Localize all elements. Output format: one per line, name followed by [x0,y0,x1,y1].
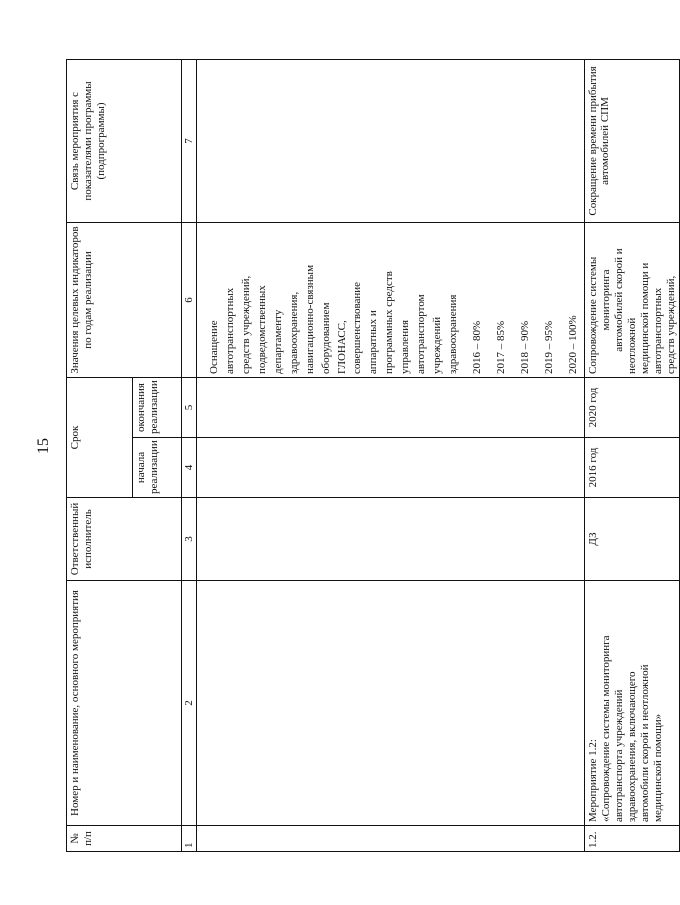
targets-line: совершенствование [351,281,364,374]
activity-name-cell [584,581,680,826]
target-year: 2016 – 80% [471,320,483,374]
target-year: 2017 – 85% [494,320,507,374]
targets-line: учреждений [431,316,444,374]
column-number: 1 [182,826,197,852]
cell-empty [197,438,585,498]
targets-line: здравоохранения, [287,291,300,374]
rotated-table-area [66,60,677,852]
column-number: 7 [182,60,197,223]
table-row [197,60,585,852]
targets-line: автотранспортных [223,287,236,374]
targets-cell [584,223,680,378]
activity-name-line: Мероприятие 1.2: [586,739,599,822]
targets-line: средств учреждений, [664,275,677,374]
header-start: начала реализации [133,438,182,498]
executor-cell: ДЗ [584,498,680,581]
targets-line: медицинской помощи и [638,262,651,374]
row-number: 1.2. [584,826,680,852]
targets-line: управления [399,319,412,374]
target-year: 2019 – 95% [542,320,555,374]
column-number: 2 [182,581,197,826]
targets-line: ГЛОНАСС, [335,320,348,374]
cell-empty [197,581,585,826]
header-end: окончания реализации [133,378,182,438]
table-row [584,60,680,852]
targets-line: неотложной [625,317,638,374]
targets-line: автотранспортом [415,294,428,374]
targets-line: департаменту [271,309,284,374]
targets-line: программных средств [383,271,396,374]
targets-line: навигационно-связным [303,264,316,374]
column-numbers-row [182,60,197,852]
targets-cell [197,223,585,378]
column-number: 5 [182,378,197,438]
link-cell: Сокращение времени прибытия автомобилей СПМ [584,60,680,223]
header-term: Срок [67,378,133,498]
end-cell: 2020 год [584,378,680,438]
cell-empty [197,378,585,438]
header-name: Номер и наименование, основного мероприятия [67,581,182,826]
column-number: 4 [182,438,197,498]
targets-line: аппаратных и [367,310,380,374]
activities-table [66,59,680,852]
table-frame [66,60,677,852]
activity-name-line: здравоохранения, включающего [625,671,638,822]
cell-empty [197,498,585,581]
column-number: 6 [182,223,197,378]
activity-name-line: медицинской помощи» [651,713,664,822]
targets-line: подведомственных [255,285,268,374]
targets-line: Оснащение [208,320,220,374]
targets-line: здравоохранения [447,294,460,374]
cell-empty [197,60,585,223]
targets-line: автотранспортных [651,287,664,374]
activity-name-line: «Сопровождение системы мониторинга [599,635,612,822]
targets-line: мониторинга [599,269,612,331]
header-link: Связь мероприятия с показателями программы (подпрограммы) [67,60,182,223]
targets-line: Сопровождение системы [586,256,599,374]
target-year: 2020 – 100% [566,315,579,374]
cell-empty [197,826,585,852]
start-cell: 2016 год [584,438,680,498]
activity-name-line: автомобили скорой и неотложной [638,664,651,822]
targets-line: оборудованием [319,302,332,374]
page-number: 15 [35,438,52,454]
targets-line: автомобилей скорой и [612,248,625,352]
activity-name-line: автотранспорта учреждений [612,689,625,822]
targets-line: средств учреждений, [239,275,252,374]
header-row [67,60,133,852]
column-number: 3 [182,498,197,581]
header-targets: Значения целевых индикаторов по годам реализации [67,223,182,378]
header-executor: Ответственный исполнитель [67,498,182,581]
header-num: № п/п [67,826,182,852]
target-year: 2018 – 90% [518,320,531,374]
